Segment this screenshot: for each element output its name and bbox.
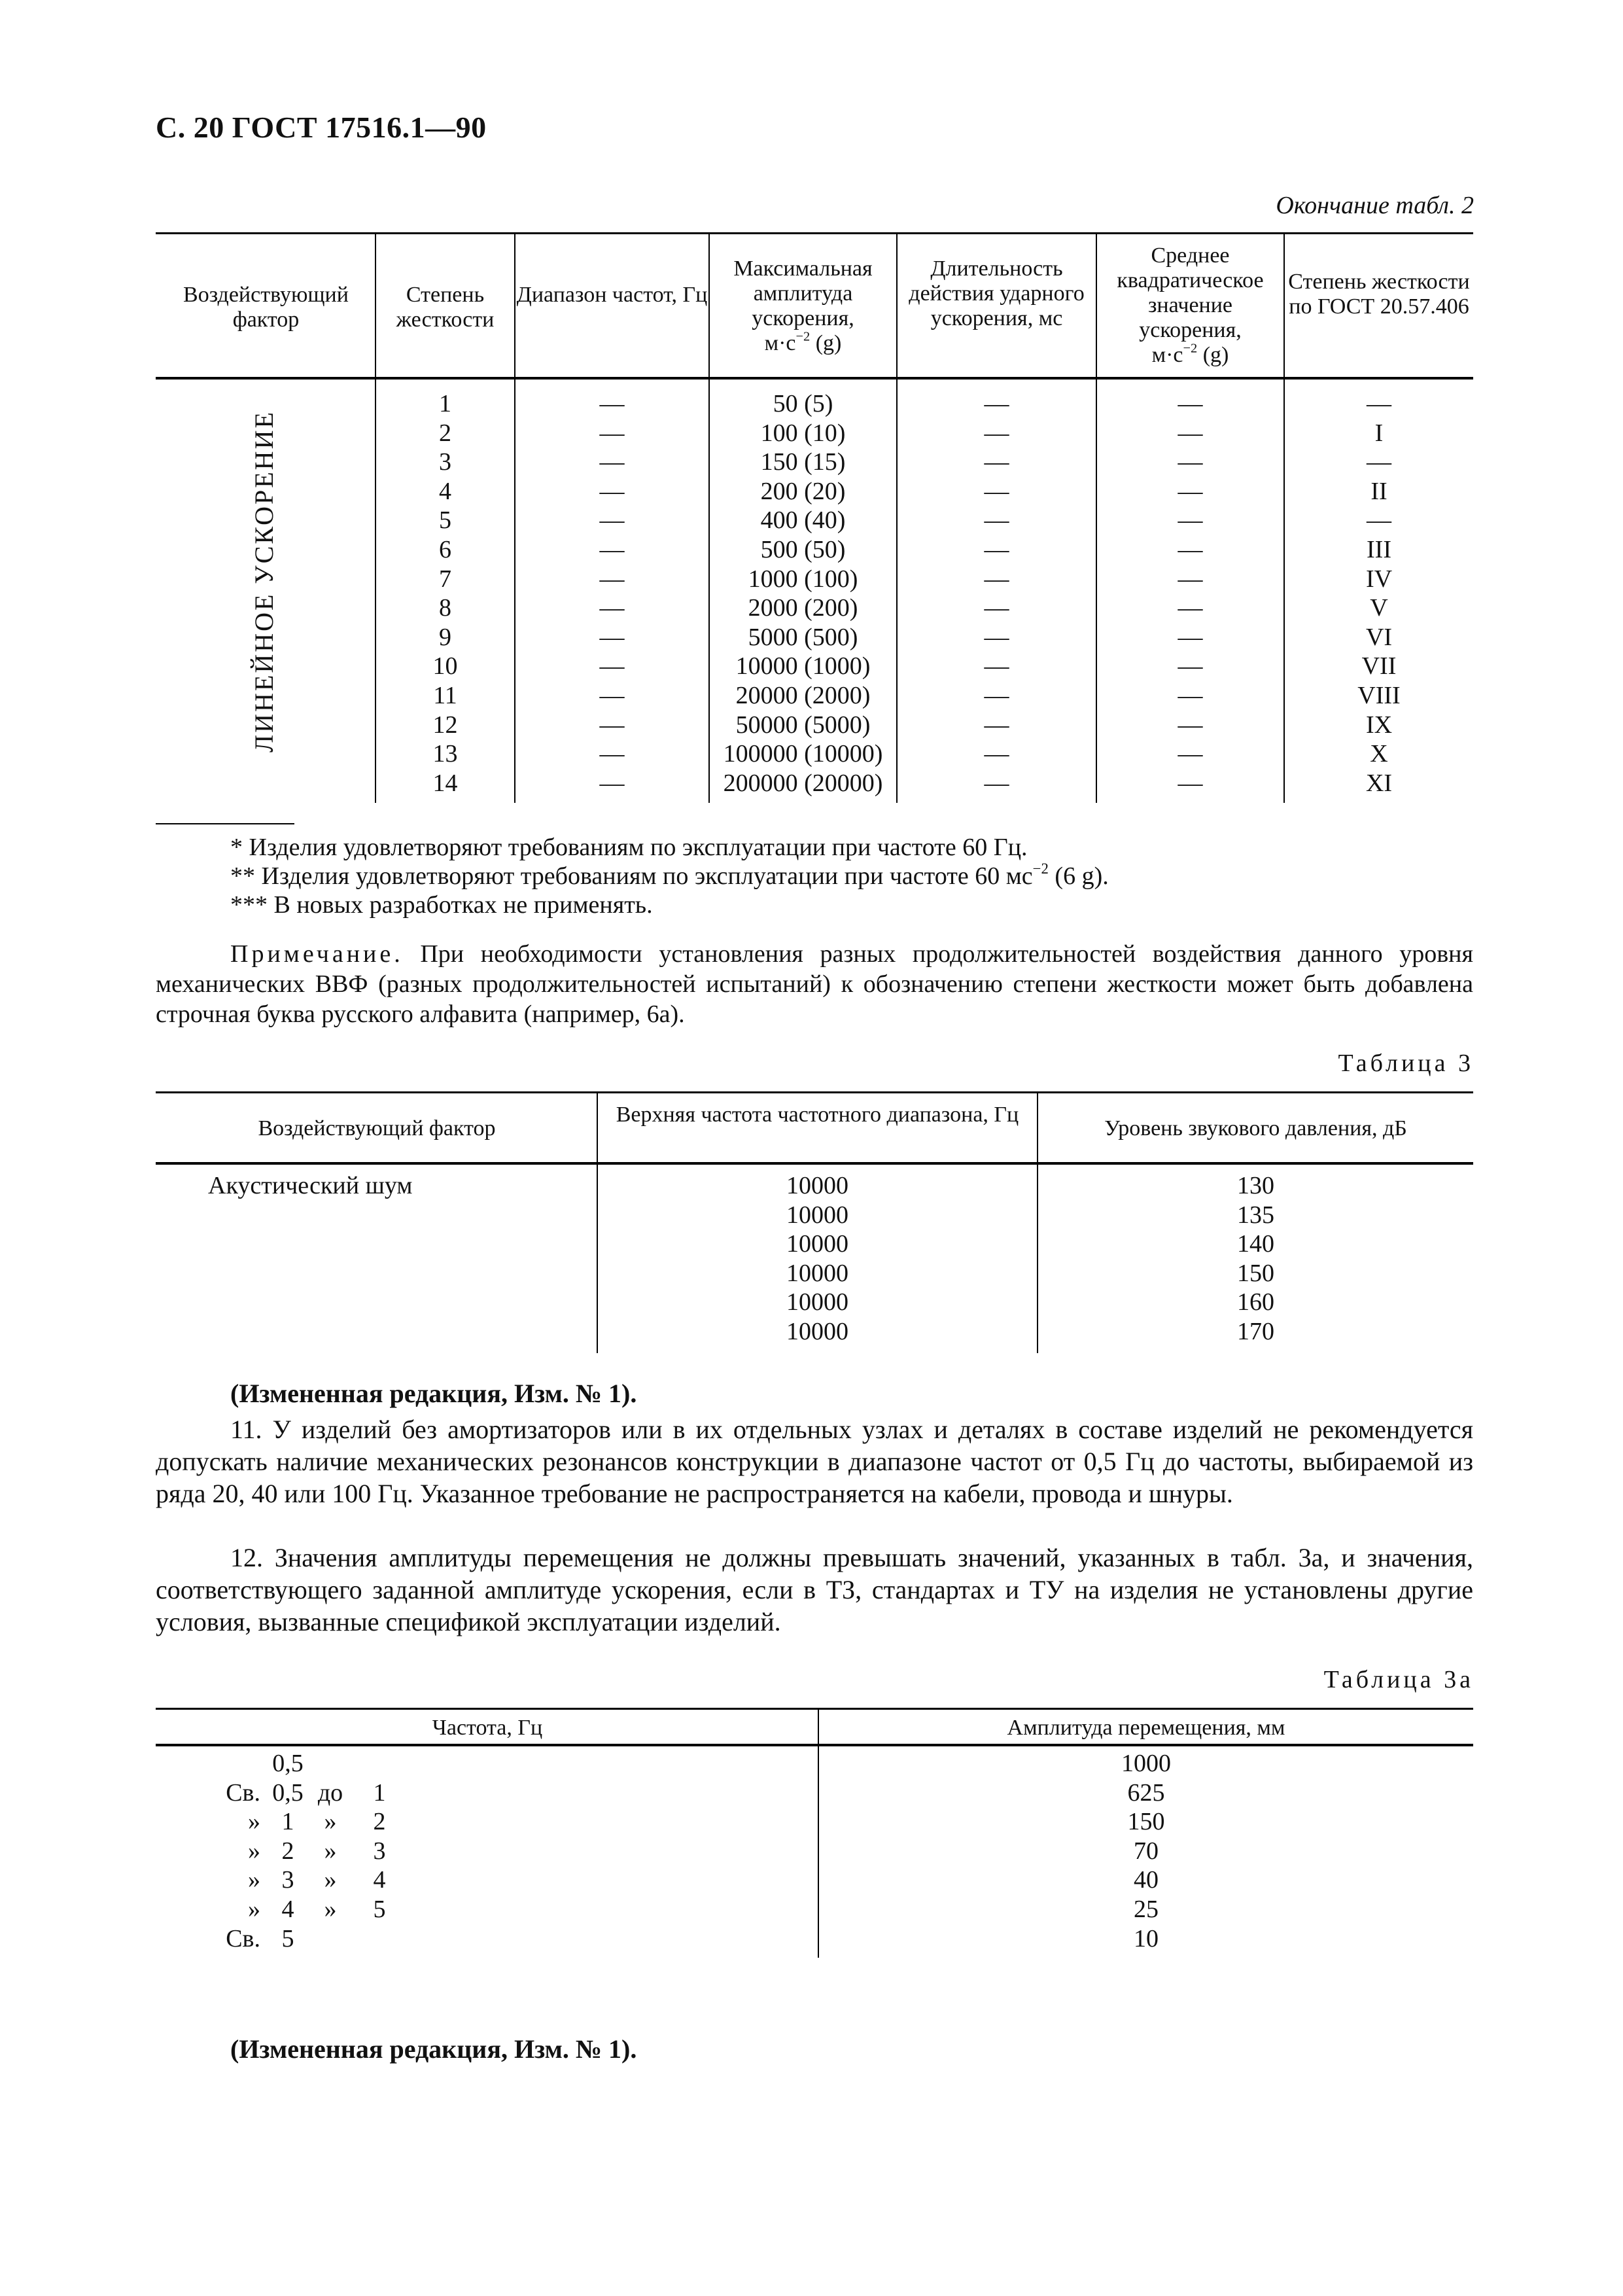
table2-cell-gost: — [1367,390,1391,417]
table3a-header-rule [156,1744,1473,1746]
table3a-row [157,1865,818,1895]
table2-cell-duration: — [984,740,1009,768]
table2-cell-duration: — [984,623,1009,651]
table3-cell-freq: 10000 [786,1317,848,1345]
table3a-header-freq: Частота, Гц [432,1716,543,1740]
table2-top-rule [156,232,1473,234]
table3-top-rule [156,1091,1473,1093]
table3a-freq-part: 3 [281,1866,294,1894]
table2-cell-gost: II [1370,477,1387,505]
table3a-cell-amp: 40 [1134,1866,1159,1894]
table3a-cell-amp: 25 [1134,1895,1159,1923]
table3-cell-level: 160 [1237,1288,1274,1316]
table2-header-rms [1097,243,1283,368]
table3-cell-level: 170 [1237,1317,1274,1345]
table2-cell-severity: 4 [439,477,451,505]
table3a-freq-part: » [324,1866,337,1894]
amp-exp: −2 [795,329,811,344]
table2-cell-severity: 7 [439,565,451,593]
table3a-freq-part: » [324,1895,337,1923]
table3-cell-freq: 10000 [786,1172,848,1199]
table2-cell-duration: — [984,419,1009,447]
table2-cell-severity: 8 [439,594,451,622]
paragraph-11: 11. У изделий без амортизаторов или в их отдельных узлах и деталях в составе изделий не рекомендуется допускать наличие механических резонансов конструкции в диапазоне частот от 0,5 Гц до частоты, выбираемой из ряда 20, 40 или 100 Гц. Указанное требование не распространяется на кабели, провода и шнуры. [156,1415,1473,1508]
table2-cell-amp: 50000 (5000) [735,711,871,739]
table3-header-rule [156,1162,1473,1165]
table3-cell-level: 135 [1237,1201,1274,1229]
table3a-freq-part: » [324,1808,337,1836]
table2-header-gost: Степень жесткости по ГОСТ 20.57.406 [1288,270,1470,319]
table2-cell-freq: — [599,594,625,622]
table3a-row [157,1749,818,1778]
table2-col-amp [710,389,896,798]
table2-cell-gost: IX [1365,711,1393,739]
table2-cell-freq: — [599,711,625,739]
table3a-row [157,1924,818,1954]
table2-cell-rms: — [1178,448,1203,476]
rms-exp: −2 [1183,341,1198,356]
table2-cell-rms: — [1178,652,1203,680]
table3a-freq-part: до [317,1778,343,1807]
table2-col-severity [376,389,514,798]
footnote-1: * Изделия удовлетворяют требованиям по эксплуатации при частоте 60 Гц. [230,834,1028,861]
rms-label: Среднее квадратическое значение ускорения, [1117,243,1264,342]
paragraph-12: 12. Значения амплитуды перемещения не должны превышать значений, указанных в табл. 3а, и значения, соответствующего заданной амплитуде ускорения, если в ТЗ, стандартах и ТУ на изделия не установлены другие условия, вызванные спецификой эксплуатации изделий. [156,1543,1473,1636]
table2-cell-gost: — [1367,448,1391,476]
table3a-freq-part: 1 [373,1778,386,1807]
footnote-3: *** В новых разработках не применять. [230,891,653,919]
table2-cell-duration: — [984,652,1009,680]
table2-cell-amp: 200 (20) [760,477,846,505]
table2-cell-amp: 100 (10) [760,419,846,447]
table3-cell-freq: 10000 [786,1201,848,1229]
table2-cell-rms: — [1178,535,1203,563]
table2-cell-freq: — [599,506,625,535]
table3-cell-freq: 10000 [786,1288,848,1316]
table3-cell-level: 130 [1237,1172,1274,1199]
rms-unit: м·с [1151,343,1183,367]
footnote-rule [156,823,294,824]
table3a-freq-rows [157,1749,818,1953]
table3a-col-amp [819,1749,1473,1953]
table2-cell-duration: — [984,477,1009,505]
table2-cell-freq: — [599,477,625,505]
table2-cell-duration: — [984,506,1009,535]
table2-cell-rms: — [1178,390,1203,417]
table3a-freq-part: 2 [373,1808,386,1836]
table2-cell-severity: 6 [439,535,451,563]
table2-cell-freq: — [599,535,625,563]
table2-cell-severity: 1 [439,390,451,417]
table2-cell-gost: I [1374,419,1384,447]
table2-cell-freq: — [599,681,625,709]
table3a-freq-part: 4 [281,1895,294,1923]
table3-header-level: Уровень звукового давления, дБ [1104,1116,1407,1140]
table3a-freq-part: 1 [281,1808,294,1836]
table2-header-amp [710,256,896,356]
table2-cell-duration: — [984,535,1009,563]
table2-cell-freq: — [599,740,625,768]
table3-header-factor: Воздействующий фактор [258,1116,496,1140]
table2-cell-rms: — [1178,623,1203,651]
table3a-row [157,1895,818,1924]
table2-cell-duration: — [984,711,1009,739]
table2-header-duration: Длительность действия ударного ускорения, мс [909,256,1085,330]
footnote-2-exp: −2 [1032,860,1049,877]
table2-cell-amp: 20000 (2000) [735,681,871,709]
table3-header-freq: Верхняя частота частотного диапазона, Гц [616,1103,1019,1127]
table3-cell-level: 150 [1237,1259,1274,1287]
table2-cell-gost: III [1367,535,1391,563]
table2-cell-rms: — [1178,711,1203,739]
table3a-freq-part: 4 [373,1866,386,1894]
table2-cell-severity: 13 [432,740,458,768]
amendment-note-2: (Измененная редакция, Изм. № 1). [230,2034,637,2064]
table3-col-freq [598,1171,1037,1347]
table2-cell-amp: 2000 (200) [748,594,858,622]
table3a-cell-amp: 150 [1127,1808,1165,1836]
table3a-header-amp: Амплитуда перемещения, мм [1007,1716,1285,1740]
table2-header-rule [156,377,1473,380]
footnote-2-tail: (6 g). [1048,862,1109,890]
table2-header-freq: Диапазон частот, Гц [516,283,708,307]
table3a-row [157,1807,818,1837]
table2-cell-gost: X [1370,740,1388,768]
table2-cell-gost: IV [1365,565,1393,593]
table3-factor: Акустический шум [208,1172,413,1199]
table3a-row [157,1837,818,1866]
table2-cell-amp: 200000 (20000) [723,769,883,797]
note-text: При необходимости установления разных продолжительностей воздействия данного уровня механических ВВФ (разных продолжительностей испытаний) к обозначению степени жесткости может быть добавлена строчная буква русского алфавита (например, 6а). [156,940,1473,1028]
table2-cell-amp: 500 (50) [760,535,846,563]
table3-cell-freq: 10000 [786,1230,848,1258]
note-label: Примечание. [230,940,404,968]
table2-cell-gost: V [1370,594,1388,622]
table3a-freq-part: 0,5 [272,1750,304,1777]
table2-cell-severity: 2 [439,419,451,447]
table2-cell-amp: 150 (15) [760,448,846,476]
table2-cell-rms: — [1178,594,1203,622]
table2-cell-severity: 12 [432,711,458,739]
table3a-freq-part: 5 [373,1895,386,1923]
amp-g: (g) [810,331,842,355]
table2-cell-rms: — [1178,506,1203,535]
table2-cell-duration: — [984,390,1009,417]
amendment-note-1: (Измененная редакция, Изм. № 1). [230,1379,637,1408]
table2-cell-amp: 10000 (1000) [735,652,871,680]
table3a-freq-part: » [248,1866,260,1894]
table2-cell-freq: — [599,623,625,651]
table3a-freq-part: Св. [226,1924,260,1952]
table3a-freq-part: Св. [226,1778,260,1807]
table3a-cell-amp: 10 [1134,1924,1159,1952]
table2-caption: Окончание табл. 2 [1276,192,1474,219]
table2-cell-severity: 9 [439,623,451,651]
table2-cell-rms: — [1178,681,1203,709]
table3a-row [157,1778,818,1808]
rms-g: (g) [1197,343,1229,367]
table2-cell-duration: — [984,594,1009,622]
table3a-top-rule [156,1708,1473,1710]
table2-cell-amp: 1000 (100) [748,565,858,593]
table3a-freq-part: » [324,1837,337,1865]
table2-cell-amp: 5000 (500) [748,623,858,651]
table2-cell-rms: — [1178,477,1203,505]
table3a-freq-part: » [248,1837,260,1865]
table3a-cell-amp: 70 [1134,1837,1159,1865]
table3a-freq-part: 5 [281,1924,294,1952]
table3a-freq-part: » [248,1808,260,1836]
table2-cell-severity: 10 [432,652,458,680]
table2-cell-rms: — [1178,565,1203,593]
table3a-freq-part: 3 [373,1837,386,1865]
table3a-freq-part: » [248,1895,260,1923]
table3a-cell-amp: 1000 [1121,1750,1171,1777]
table3-cell-level: 140 [1237,1230,1274,1258]
table2-cell-amp: 100000 (10000) [723,740,883,768]
table2-cell-gost: VIII [1357,681,1401,709]
footnote-2 [230,862,1109,891]
table2-cell-freq: — [599,769,625,797]
table2-cell-severity: 3 [439,448,451,476]
amp-unit: м·с [764,331,796,355]
table2-cell-rms: — [1178,740,1203,768]
table2-factor-label: ЛИНЕЙНОЕ УСКОРЕНИЕ [249,410,279,752]
table2-cell-gost: XI [1365,769,1393,797]
table2-cell-duration: — [984,448,1009,476]
table3-caption: Таблица 3 [1338,1050,1474,1077]
table3a-freq-part: 2 [281,1837,294,1865]
table2-cell-freq: — [599,419,625,447]
footnote-2-text: ** Изделия удовлетворяют требованиям по эксплуатации при частоте 60 мс [230,862,1033,890]
table2-col-freq [515,389,708,798]
table2-cell-severity: 5 [439,506,451,535]
table2-cell-freq: — [599,448,625,476]
table2-cell-rms: — [1178,769,1203,797]
table2-cell-gost: VI [1365,623,1393,651]
table2-cell-gost: VII [1361,652,1397,680]
table2-cell-amp: 50 (5) [773,390,833,417]
amp-label: Максимальная амплитуда ускорения, [733,256,873,330]
table3a-cell-amp: 625 [1127,1778,1165,1807]
table2-cell-freq: — [599,652,625,680]
table2-cell-severity: 14 [432,769,458,797]
table3a-caption: Таблица 3а [1323,1666,1474,1693]
table2-cell-gost: — [1367,506,1391,535]
table3a-freq-part: 0,5 [272,1778,304,1807]
table2-cell-duration: — [984,565,1009,593]
note-paragraph [156,939,1473,1029]
table2-cell-duration: — [984,769,1009,797]
table2-col-gost [1285,389,1473,798]
table2-cell-freq: — [599,390,625,417]
table2-cell-duration: — [984,681,1009,709]
table2-col-duration [898,389,1096,798]
table2-cell-rms: — [1178,419,1203,447]
page-header: С. 20 ГОСТ 17516.1—90 [156,111,487,144]
table2-cell-amp: 400 (40) [760,506,846,535]
table2-cell-severity: 11 [433,681,457,709]
table3-col-level [1038,1171,1473,1347]
table2-cell-freq: — [599,565,625,593]
table2-header-severity: Степень жесткости [396,283,495,332]
table2-header-factor: Воздействующий фактор [183,283,349,332]
table3-cell-freq: 10000 [786,1259,848,1287]
table2-col-rms [1097,389,1283,798]
